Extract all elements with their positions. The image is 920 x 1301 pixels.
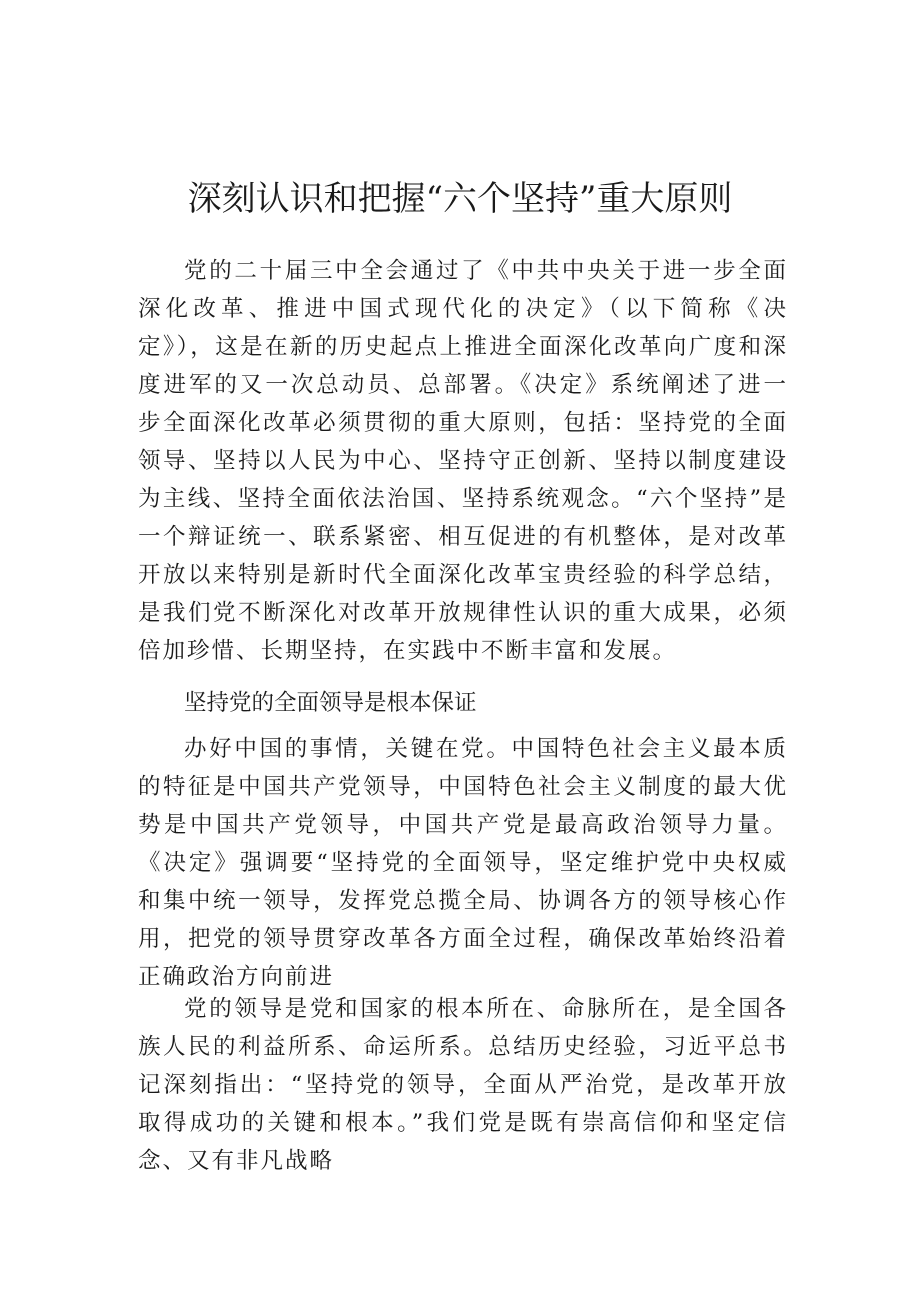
document-title: 深刻认识和把握“六个坚持”重大原则 (187, 178, 733, 219)
section-paragraph-1: 办好中国的事情，关键在党。中国特色社会主义最本质的特征是中国共产党领导，中国特色社会主义制度的最大优势是中国共产党领导，中国共产党是最高政治领导力量。《决定》强调要“坚持党的全面领导，坚定维护党中央权威和集中统一领导，发挥党总揽全局、协调各方的领导核心作用，把党的领导贯穿改革各方面全过程，确保改革始终沿着正确政治方向前进 (138, 736, 788, 990)
section-heading: 坚持党的全面领导是根本保证 (184, 690, 477, 716)
intro-paragraph: 党的二十届三中全会通过了《中共中央关于进一步全面深化改革、推进中国式现代化的决定》（以下简称《决定》），这是在新的历史起点上推进全面深化改革向广度和深度进军的又一次总动员、总部署。《决定》系统阐述了进一步全面深化改革必须贯彻的重大原则，包括：坚持党的全面领导、坚持以人民为中心、坚持守正创新、坚持以制度建设为主线、坚持全面依法治国、坚持系统观念。“六个坚持”是一个辩证统一、联系紧密、相互促进的有机整体，是对改革开放以来特别是新时代全面深化改革宝贵经验的科学总结，是我们党不断深化对改革开放规律性认识的重大成果，必须倍加珍惜、长期坚持，在实践中不断丰富和发展。 (138, 258, 788, 664)
section-paragraph-2: 党的领导是党和国家的根本所在、命脉所在，是全国各族人民的利益所系、命运所系。总结历史经验，习近平总书记深刻指出：“坚持党的领导，全面从严治党，是改革开放取得成功的关键和根本。”我们党是既有崇高信仰和坚定信念、又有非凡战略 (138, 996, 788, 1174)
